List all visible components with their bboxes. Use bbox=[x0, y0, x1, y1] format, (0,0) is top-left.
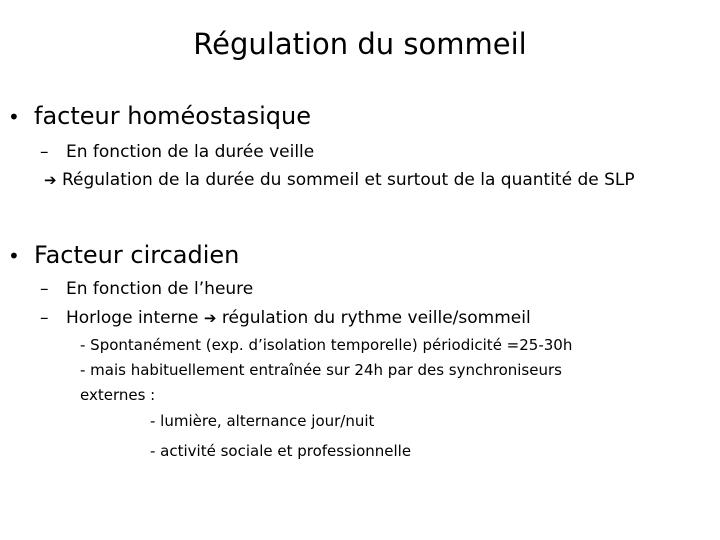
bullet-icon: • bbox=[8, 105, 20, 129]
bullet-homeostatic bbox=[8, 101, 311, 132]
bullet-circadian bbox=[8, 240, 239, 271]
slide-title: Régulation du sommeil bbox=[193, 27, 527, 61]
bullet-icon: • bbox=[8, 244, 20, 268]
homeostatic-sub-1-text: En fonction de la durée veille bbox=[66, 142, 315, 162]
circadian-sub-2 bbox=[40, 307, 531, 329]
circadian-detail-4: - lumière, alternance jour/nuit bbox=[150, 412, 375, 430]
homeostatic-sub-2 bbox=[44, 169, 635, 191]
circadian-detail-2: - mais habituellement entraînée sur 24h par des synchroniseurs bbox=[80, 361, 562, 379]
homeostatic-sub-1 bbox=[40, 141, 314, 163]
dash-icon: – bbox=[40, 142, 49, 162]
circadian-detail-5: - activité sociale et professionnelle bbox=[150, 442, 412, 460]
circadian-sub-2a-text: Horloge interne bbox=[66, 308, 199, 328]
arrow-right-icon: ➔ bbox=[203, 309, 217, 327]
arrow-right-icon: ➔ bbox=[44, 171, 57, 189]
circadian-sub-1 bbox=[40, 278, 253, 300]
circadian-detail-1: - Spontanément (exp. d’isolation temporelle) périodicité =25-30h bbox=[80, 336, 573, 354]
circadian-sub-2b-text: régulation du rythme veille/sommeil bbox=[221, 308, 531, 328]
dash-icon: – bbox=[40, 308, 49, 328]
homeostatic-sub-2-text: Régulation de la durée du sommeil et surtout de la quantité de SLP bbox=[61, 170, 635, 190]
circadian-detail-3: externes : bbox=[80, 386, 156, 404]
circadian-heading: Facteur circadien bbox=[34, 241, 240, 269]
circadian-sub-1-text: En fonction de l’heure bbox=[66, 279, 254, 299]
dash-icon: – bbox=[40, 279, 49, 299]
homeostatic-heading: facteur homéostasique bbox=[34, 102, 311, 130]
